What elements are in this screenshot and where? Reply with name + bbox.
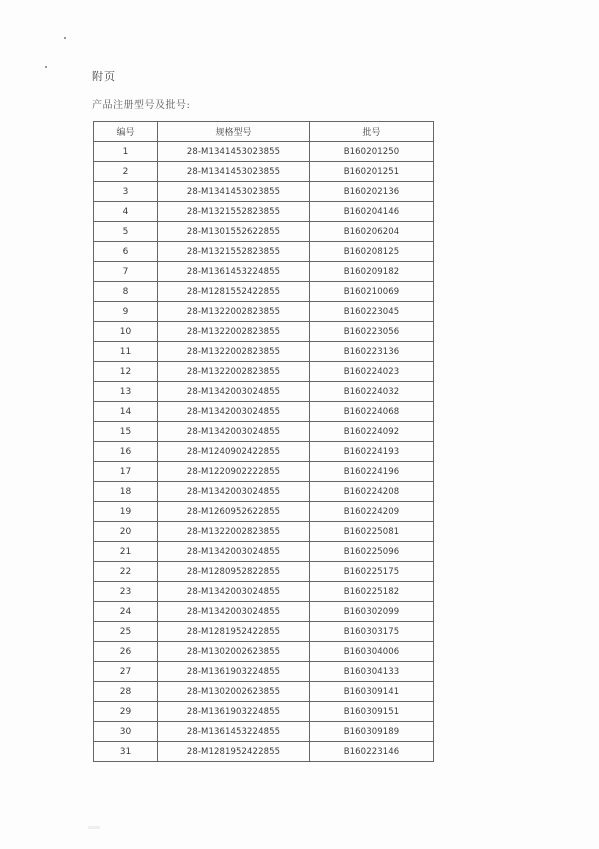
header-model: 规格型号	[158, 122, 310, 142]
cell-number: 12	[94, 362, 158, 382]
scan-smudge	[88, 826, 100, 829]
cell-batch: B160201251	[310, 162, 434, 182]
cell-batch: B160303175	[310, 622, 434, 642]
cell-batch: B160223136	[310, 342, 434, 362]
scan-speck	[64, 37, 66, 39]
table-row	[94, 442, 434, 462]
table-row	[94, 182, 434, 202]
cell-model: 28-M1281952422855	[158, 622, 310, 642]
cell-batch: B160302099	[310, 602, 434, 622]
cell-number: 17	[94, 462, 158, 482]
cell-model: 28-M1281552422855	[158, 282, 310, 302]
cell-model: 28-M1322002823855	[158, 362, 310, 382]
table-row	[94, 622, 434, 642]
scan-speck	[45, 66, 47, 68]
cell-number: 31	[94, 742, 158, 762]
cell-model: 28-M1341453023855	[158, 182, 310, 202]
cell-model: 28-M1341453023855	[158, 162, 310, 182]
table-row	[94, 682, 434, 702]
header-batch: 批号	[310, 122, 434, 142]
cell-model: 28-M1301552622855	[158, 222, 310, 242]
cell-batch: B160223056	[310, 322, 434, 342]
cell-number: 30	[94, 722, 158, 742]
cell-batch: B160309141	[310, 682, 434, 702]
cell-number: 29	[94, 702, 158, 722]
table-row	[94, 242, 434, 262]
table-body	[94, 142, 434, 762]
cell-number: 9	[94, 302, 158, 322]
table-row	[94, 562, 434, 582]
cell-batch: B160225182	[310, 582, 434, 602]
table-row	[94, 642, 434, 662]
cell-number: 16	[94, 442, 158, 462]
cell-model: 28-M1342003024855	[158, 582, 310, 602]
table-row	[94, 602, 434, 622]
cell-model: 28-M1361453224855	[158, 722, 310, 742]
table-row	[94, 282, 434, 302]
cell-number: 7	[94, 262, 158, 282]
cell-number: 1	[94, 142, 158, 162]
cell-number: 14	[94, 402, 158, 422]
cell-batch: B160225175	[310, 562, 434, 582]
table-row	[94, 482, 434, 502]
table-caption: 产品注册型号及批号:	[92, 100, 191, 111]
cell-number: 20	[94, 522, 158, 542]
cell-batch: B160304133	[310, 662, 434, 682]
table-row	[94, 262, 434, 282]
cell-batch: B160225081	[310, 522, 434, 542]
table-row	[94, 722, 434, 742]
cell-number: 26	[94, 642, 158, 662]
cell-number: 18	[94, 482, 158, 502]
table-row	[94, 422, 434, 442]
cell-model: 28-M1342003024855	[158, 422, 310, 442]
cell-batch: B160224068	[310, 402, 434, 422]
table-row	[94, 342, 434, 362]
cell-batch: B160201250	[310, 142, 434, 162]
cell-model: 28-M1302002623855	[158, 642, 310, 662]
cell-model: 28-M1302002623855	[158, 682, 310, 702]
table-row	[94, 662, 434, 682]
table-row	[94, 542, 434, 562]
cell-model: 28-M1281952422855	[158, 742, 310, 762]
cell-model: 28-M1361903224855	[158, 702, 310, 722]
cell-number: 21	[94, 542, 158, 562]
cell-number: 6	[94, 242, 158, 262]
cell-batch: B160224032	[310, 382, 434, 402]
cell-number: 13	[94, 382, 158, 402]
cell-number: 2	[94, 162, 158, 182]
cell-batch: B160206204	[310, 222, 434, 242]
cell-number: 25	[94, 622, 158, 642]
cell-batch: B160309151	[310, 702, 434, 722]
cell-model: 28-M1260952622855	[158, 502, 310, 522]
cell-batch: B160208125	[310, 242, 434, 262]
cell-model: 28-M1342003024855	[158, 602, 310, 622]
cell-number: 19	[94, 502, 158, 522]
cell-model: 28-M1240902422855	[158, 442, 310, 462]
table-row	[94, 742, 434, 762]
cell-batch: B160224092	[310, 422, 434, 442]
cell-number: 15	[94, 422, 158, 442]
table-row	[94, 162, 434, 182]
cell-model: 28-M1322002823855	[158, 522, 310, 542]
cell-model: 28-M1322002823855	[158, 322, 310, 342]
cell-batch: B160224023	[310, 362, 434, 382]
cell-number: 23	[94, 582, 158, 602]
product-table	[93, 121, 434, 762]
cell-model: 28-M1322002823855	[158, 302, 310, 322]
cell-batch: B160224208	[310, 482, 434, 502]
cell-batch: B160224209	[310, 502, 434, 522]
cell-number: 11	[94, 342, 158, 362]
cell-model: 28-M1321552823855	[158, 202, 310, 222]
cell-batch: B160210069	[310, 282, 434, 302]
cell-number: 5	[94, 222, 158, 242]
cell-model: 28-M1322002823855	[158, 342, 310, 362]
cell-number: 22	[94, 562, 158, 582]
cell-number: 8	[94, 282, 158, 302]
cell-number: 28	[94, 682, 158, 702]
cell-model: 28-M1321552823855	[158, 242, 310, 262]
cell-batch: B160223146	[310, 742, 434, 762]
cell-batch: B160225096	[310, 542, 434, 562]
cell-model: 28-M1342003024855	[158, 542, 310, 562]
cell-number: 10	[94, 322, 158, 342]
cell-number: 3	[94, 182, 158, 202]
cell-model: 28-M1220902222855	[158, 462, 310, 482]
cell-batch: B160223045	[310, 302, 434, 322]
header-number: 编号	[94, 122, 158, 142]
table-row	[94, 522, 434, 542]
table-row	[94, 382, 434, 402]
cell-model: 28-M1361453224855	[158, 262, 310, 282]
cell-batch: B160209182	[310, 262, 434, 282]
table-row	[94, 222, 434, 242]
table-row	[94, 702, 434, 722]
cell-model: 28-M1342003024855	[158, 482, 310, 502]
cell-batch: B160204146	[310, 202, 434, 222]
table-row	[94, 302, 434, 322]
table-row	[94, 502, 434, 522]
cell-batch: B160224193	[310, 442, 434, 462]
cell-model: 28-M1341453023855	[158, 142, 310, 162]
cell-number: 27	[94, 662, 158, 682]
cell-batch: B160224196	[310, 462, 434, 482]
cell-batch: B160202136	[310, 182, 434, 202]
table-row	[94, 362, 434, 382]
cell-batch: B160304006	[310, 642, 434, 662]
cell-model: 28-M1280952822855	[158, 562, 310, 582]
cell-number: 4	[94, 202, 158, 222]
table-row	[94, 142, 434, 162]
cell-model: 28-M1342003024855	[158, 402, 310, 422]
table-row	[94, 402, 434, 422]
cell-model: 28-M1361903224855	[158, 662, 310, 682]
table-row	[94, 582, 434, 602]
table-header-row	[94, 122, 434, 142]
table-row	[94, 462, 434, 482]
appendix-heading: 附页	[92, 70, 116, 83]
cell-number: 24	[94, 602, 158, 622]
table-row	[94, 202, 434, 222]
cell-model: 28-M1342003024855	[158, 382, 310, 402]
cell-batch: B160309189	[310, 722, 434, 742]
table-row	[94, 322, 434, 342]
